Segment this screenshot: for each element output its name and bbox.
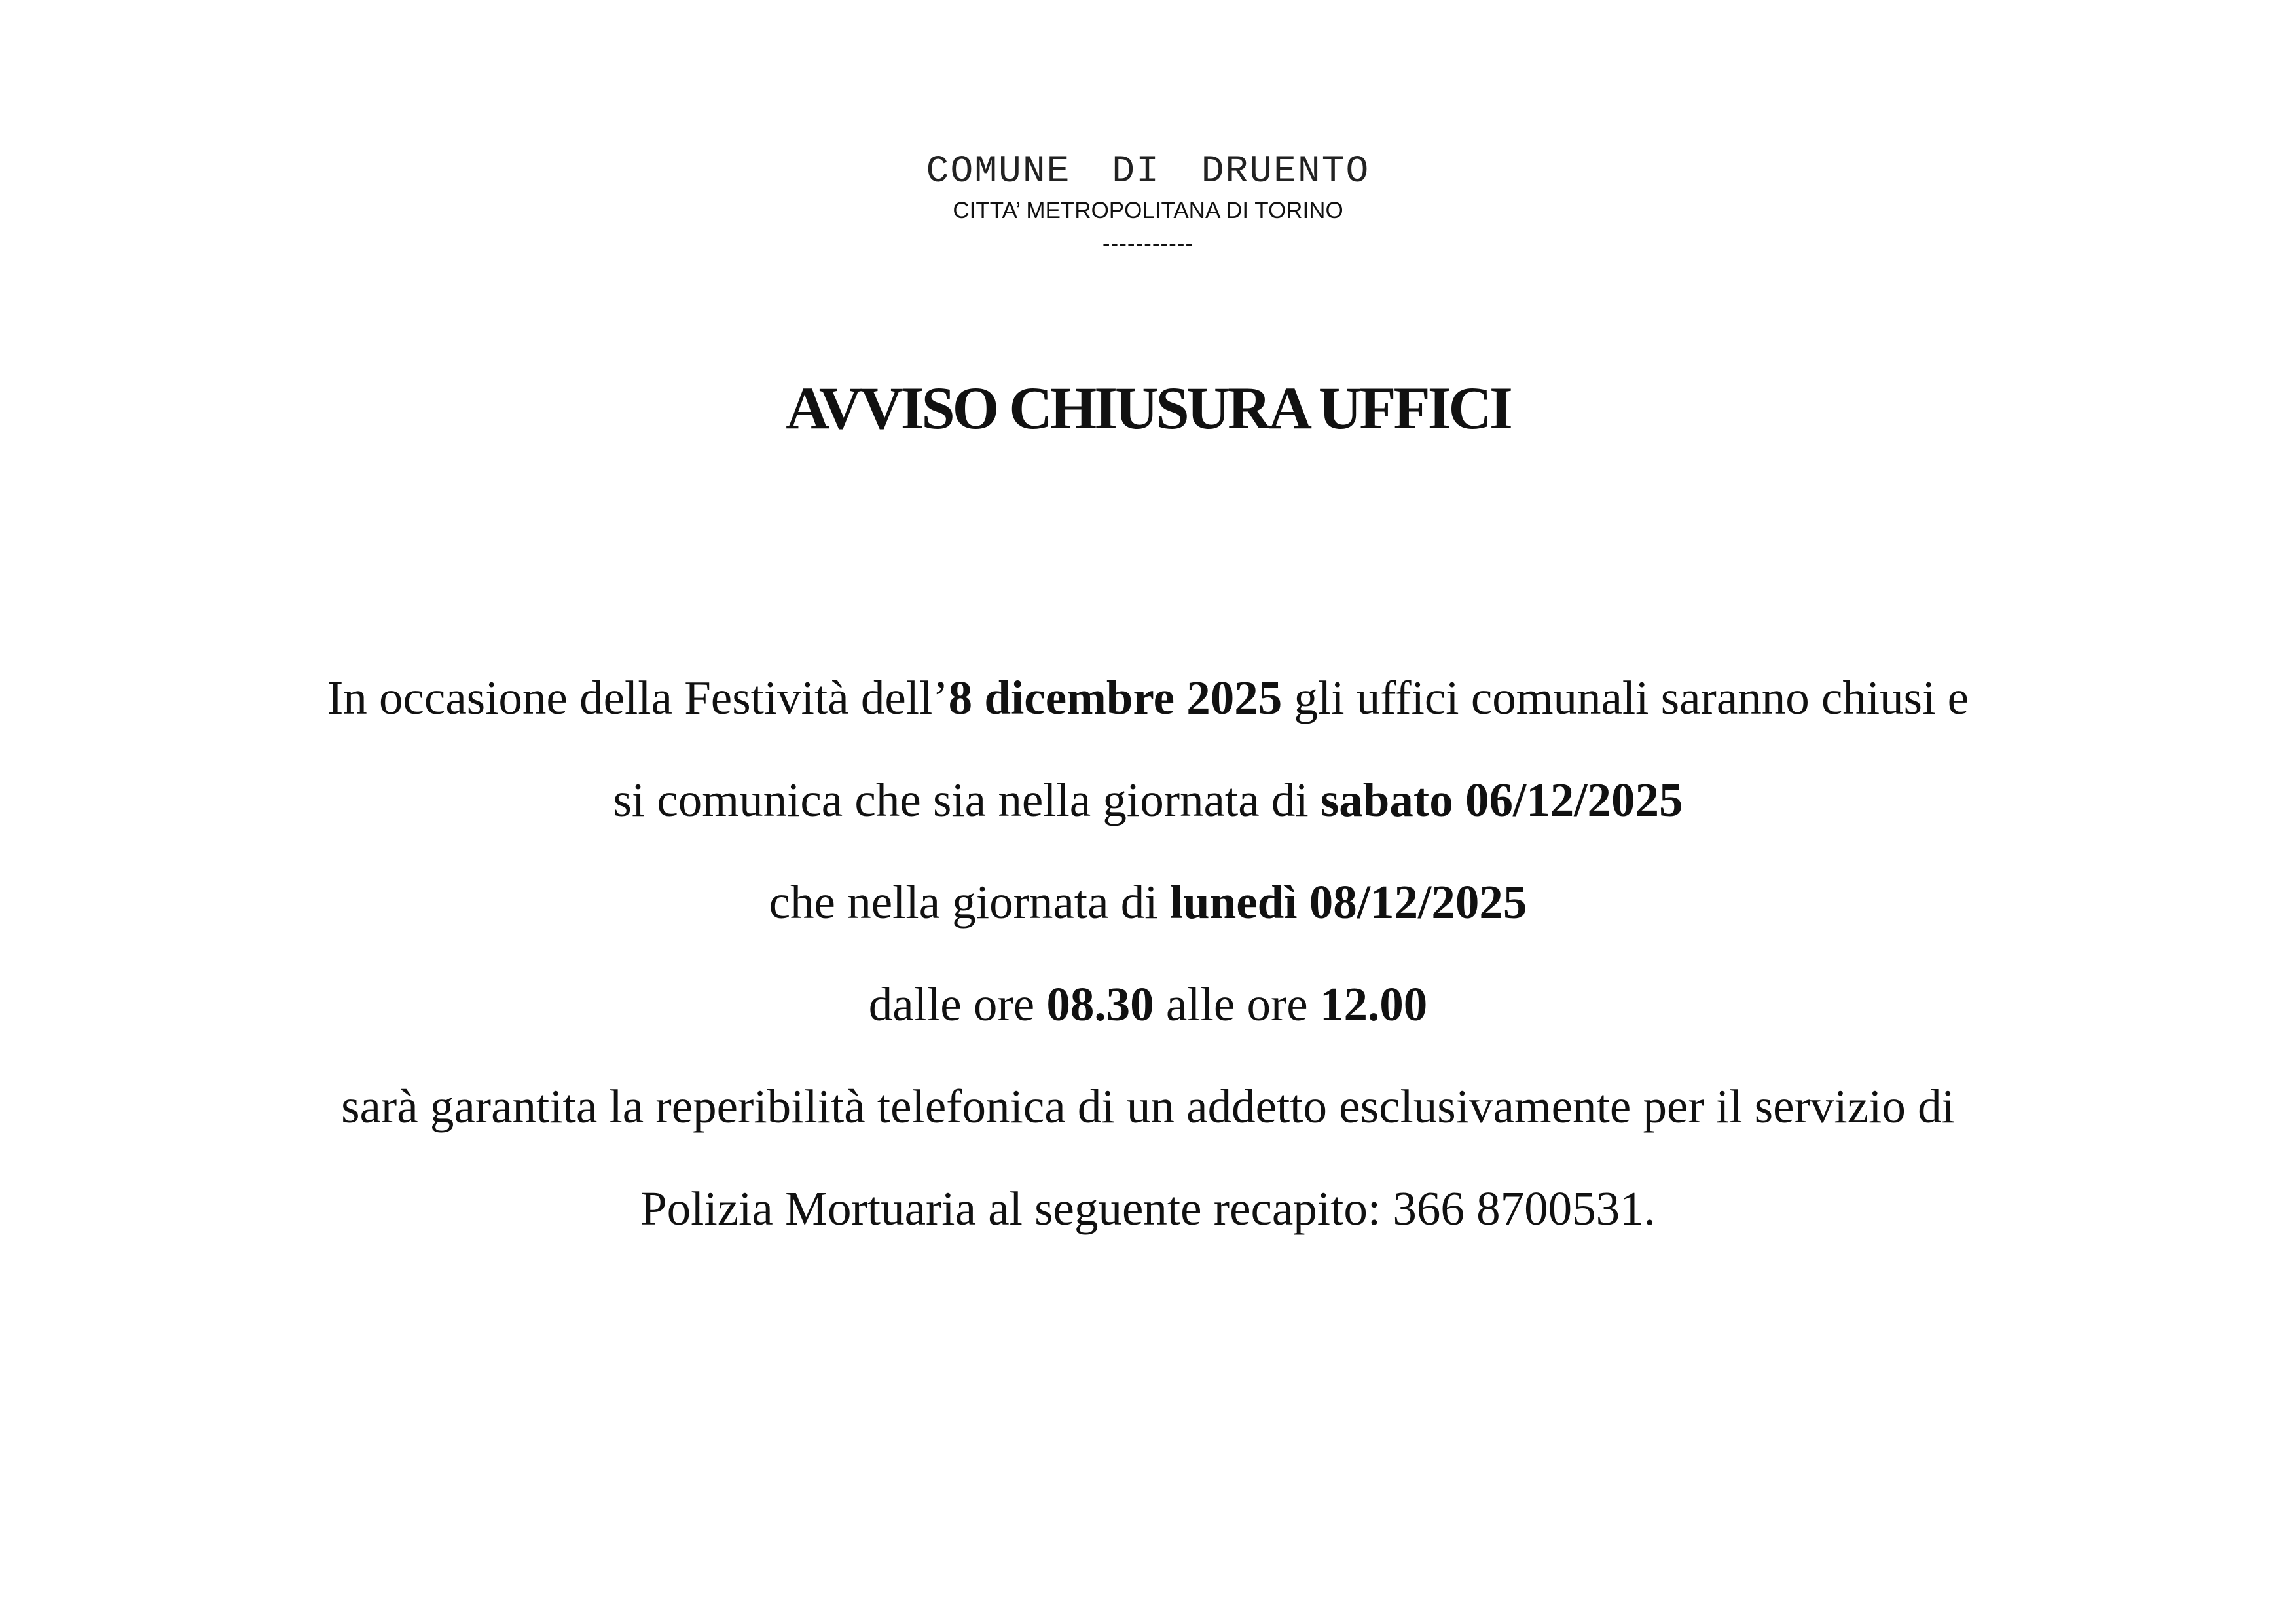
line-1-text-end: gli uffici comunali saranno chiusi e (1282, 671, 1969, 724)
saturday-date: sabato 06/12/2025 (1320, 773, 1683, 826)
body-line-1 (0, 647, 2296, 749)
end-time: 12.00 (1319, 978, 1428, 1031)
header-divider: ----------- (1102, 231, 1194, 256)
start-time: 08.30 (1046, 978, 1154, 1031)
body-line-4 (0, 953, 2296, 1056)
body-line-3 (0, 851, 2296, 953)
notice-title: AVVISO CHIUSURA UFFICI (786, 375, 1510, 441)
notice-body (0, 647, 2296, 1260)
line-4-text-mid: alle ore (1154, 978, 1320, 1031)
body-line-6: Polizia Mortuaria al seguente recapito: 366 8700531. (640, 1182, 1656, 1235)
municipality-name: COMUNE DI DRUENTO (926, 151, 1370, 193)
line-4-text: dalle ore (868, 978, 1047, 1031)
line-2-text: si comunica che sia nella giornata di (613, 773, 1321, 826)
body-line-5: sarà garantita la reperibilità telefonica di un addetto esclusivamente per il servizio di (341, 1080, 1955, 1133)
province-name: CITTA’ METROPOLITANA DI TORINO (953, 198, 1343, 223)
body-line-2 (0, 749, 2296, 851)
line-3-text: che nella giornata di (769, 876, 1170, 929)
holiday-date: 8 dicembre 2025 (948, 671, 1283, 724)
line-1-text: In occasione della Festività dell’ (327, 671, 949, 724)
monday-date: lunedì 08/12/2025 (1169, 876, 1527, 929)
